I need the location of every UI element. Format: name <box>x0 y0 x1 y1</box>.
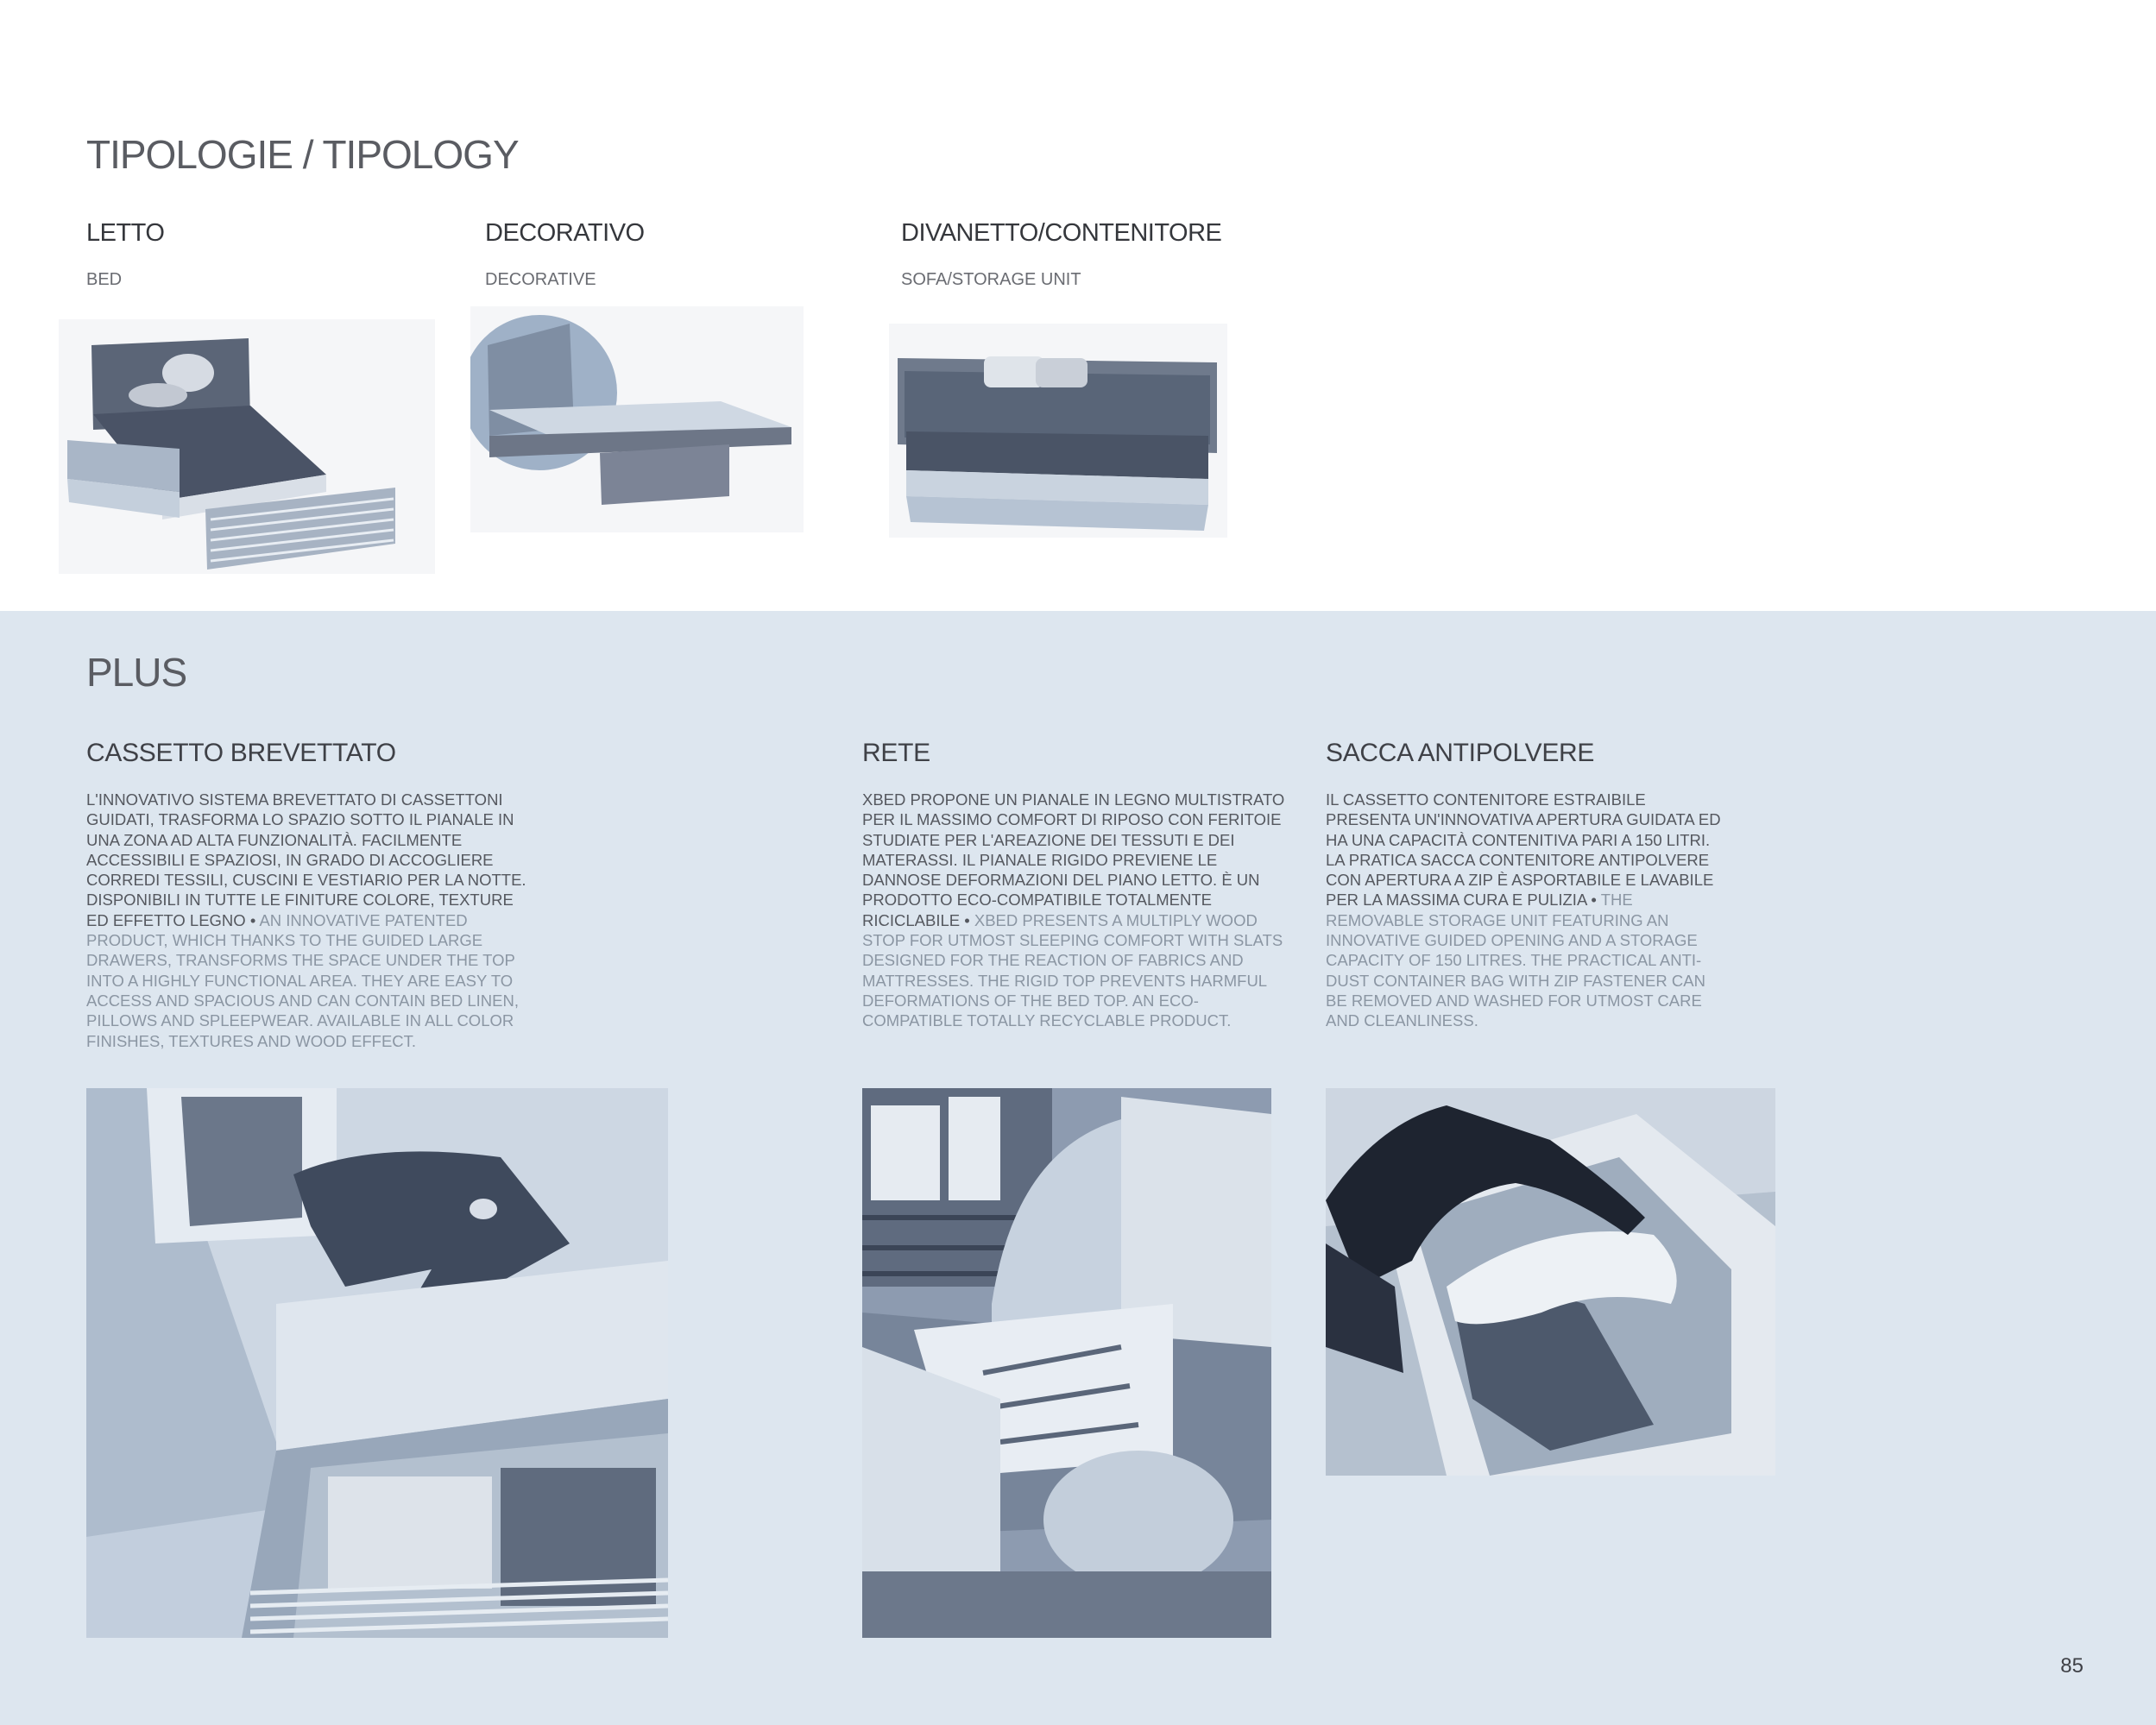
plus-heading: PLUS <box>86 650 187 695</box>
description-italian: L'INNOVATIVO SISTEMA BREVETTATO DI CASSETTONI GUIDATI, TRASFORMA LO SPAZIO SOTTO IL PIANALE IN UNA ZONA AD ALTA FUNZIONALITÀ. FACILMENTE ACCESSIBILI E SPAZIOSI, IN GRADO DI ACCOGLIERE CORREDI TESSILI, CUSCINI E VESTIARIO PER LA NOTTE. DISPONIBILI IN TUTTE LE FINITURE COLORE, TEXTURE ED EFFETTO LEGNO <box>86 790 526 929</box>
page-number: 85 <box>2060 1654 2084 1678</box>
drawer-photo <box>86 1088 668 1638</box>
tipology-section <box>0 0 2156 611</box>
plus-item-description <box>1326 790 1723 1031</box>
slatted-base-photo <box>862 1088 1271 1638</box>
description-italian: XBED PROPONE UN PIANALE IN LEGNO MULTISTRATO PER IL MASSIMO COMFORT DI RIPOSO CON FERITOIE STUDIATE PER L'AREAZIONE DEI TESSUTI E DEI MATERASSI. IL PIANALE RIGIDO PREVIENE LE DANNOSE DEFORMAZIONI DEL PIANO LETTO. È UN PRODOTTO ECO-COMPATIBILE TOTALMENTE RICICLABILE <box>862 790 1285 929</box>
description-english: THE REMOVABLE STORAGE UNIT FEATURING AN INNOVATIVE GUIDED OPENING AND A STORAGE CAPACITY OF 150 LITRES. THE PRACTICAL ANTI-DUST CONTAINER BAG WITH ZIP FASTENER CAN BE REMOVED AND WASHED FOR UTMOST CARE AND CLEANLINESS. <box>1326 891 1705 1030</box>
separator: • <box>1586 891 1601 910</box>
sofa-image <box>889 324 1227 538</box>
plus-item-title: CASSETTO BREVETTATO <box>86 739 396 767</box>
dust-bag-photo <box>1326 1088 1775 1476</box>
type-decorative-subtitle: DECORATIVE <box>485 270 596 289</box>
type-decorative-title: DECORATIVO <box>485 219 645 247</box>
description-english: XBED PRESENTS A MULTIPLY WOOD STOP FOR UTMOST SLEEPING COMFORT WITH SLATS DESIGNED FOR THE REACTION OF FABRICS AND MATTRESSES. THE RIGID TOP PREVENTS HARMFUL DEFORMATIONS OF THE BED TOP. AN ECO-COMPATIBLE TOTALLY RECYCLABLE PRODUCT. <box>862 910 1283 1030</box>
type-sofa-title: DIVANETTO/CONTENITORE <box>901 219 1222 247</box>
plus-section <box>0 611 2156 1725</box>
type-bed-title: LETTO <box>86 219 165 247</box>
separator: • <box>245 910 260 929</box>
plus-item-title: RETE <box>862 739 930 767</box>
type-sofa-subtitle: SOFA/STORAGE UNIT <box>901 270 1081 289</box>
plus-item-description <box>86 790 535 1051</box>
separator: • <box>960 910 974 929</box>
type-bed-subtitle: BED <box>86 270 123 289</box>
plus-item-title: SACCA ANTIPOLVERE <box>1326 739 1595 767</box>
bed-image <box>59 319 435 574</box>
description-english: AN INNOVATIVE PATENTED PRODUCT, WHICH THANKS TO THE GUIDED LARGE DRAWERS, TRANSFORMS THE SPACE UNDER THE TOP INTO A HIGHLY FUNCTIONAL AREA. THEY ARE EASY TO ACCESS AND SPACIOUS AND CAN CONTAIN BED LINEN, PILLOWS AND SPLEEPWEAR. AVAILABLE IN ALL COLOR FINISHES, TEXTURES AND WOOD EFFECT. <box>86 910 519 1050</box>
description-italian: IL CASSETTO CONTENITORE ESTRAIBILE PRESENTA UN'INNOVATIVA APERTURA GUIDATA ED HA UNA CAPACITÀ CONTENITIVA PARI A 150 LITRI. LA PRATICA SACCA CONTENITORE ANTIPOLVERE CON APERTURA A ZIP È ASPORTABILE E LAVABILE PER LA MASSIMA CURA E PULIZIA <box>1326 790 1721 910</box>
decorative-bed-image <box>470 306 804 532</box>
plus-item-description <box>862 790 1285 1031</box>
tipology-heading: TIPOLOGIE / TIPOLOGY <box>86 132 519 177</box>
